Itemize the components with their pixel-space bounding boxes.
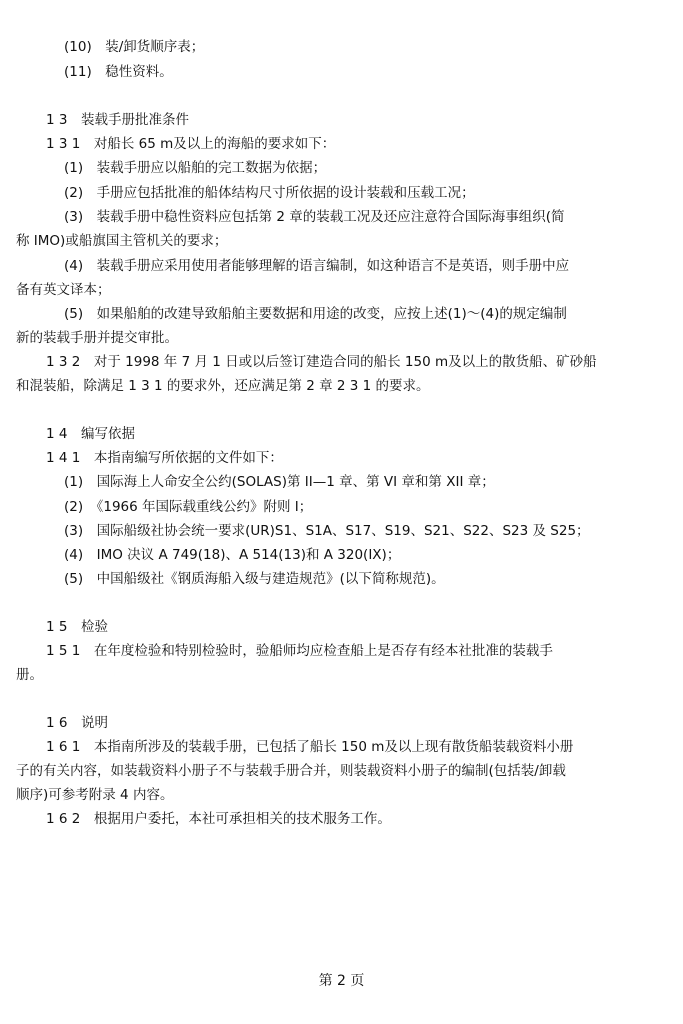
- clause-continuation: 顺序)可参考附录 4 内容。: [16, 787, 174, 803]
- clause-continuation: 子的有关内容，如装载资料小册子不与装载手册合并，则装载资料小册子的编制(包括装/卸载: [16, 763, 566, 779]
- list-item-11: (11) 稳性资料。: [64, 64, 173, 80]
- clause-1-4-1: 1 4 1 本指南编写所依据的文件如下：: [46, 450, 283, 466]
- list-item: (1) 装载手册应以船舶的完工数据为依据；: [64, 160, 327, 176]
- clause-continuation: 册。: [16, 667, 43, 683]
- list-item: (2) 手册应包括批准的船体结构尺寸所依据的设计装载和压载工况；: [64, 185, 475, 201]
- clause-1-6-1: 1 6 1 本指南所涉及的装载手册，已包括了船长 150 m及以上现有散货船装载资料小册: [46, 739, 574, 755]
- clause-1-6-2: 1 6 2 根据用户委托，本社可承担相关的技术服务工作。: [46, 811, 391, 827]
- list-item: (3) 国际船级社协会统一要求(UR)S1、S1A、S17、S19、S21、S22、S23 及 S25；: [64, 523, 590, 539]
- clause-1-3-2: 1 3 2 对于 1998 年 7 月 1 日或以后签订建造合同的船长 150 m及以上的散货船、矿砂船: [46, 354, 597, 370]
- section-heading-1-3: 1 3 装载手册批准条件: [46, 112, 189, 128]
- list-item: (3) 装载手册中稳性资料应包括第 2 章的装载工况及还应注意符合国际海事组织(简: [64, 209, 565, 225]
- list-item: (1) 国际海上人命安全公约(SOLAS)第 II—1 章、第 VI 章和第 XII 章；: [64, 474, 495, 490]
- list-item-10: (10) 装/卸货顺序表；: [64, 39, 205, 55]
- list-item-continuation: 备有英文译本；: [16, 282, 111, 298]
- section-heading-1-5: 1 5 检验: [46, 619, 108, 635]
- clause-continuation: 和混装船，除满足 1 3 1 的要求外，还应满足第 2 章 2 3 1 的要求。: [16, 378, 430, 394]
- page-number: 第 2 页: [318, 973, 365, 989]
- list-item-continuation: 称 IMO)或船旗国主管机关的要求；: [16, 233, 228, 249]
- list-item: (5) 如果船舶的改建导致船舶主要数据和用途的改变，应按上述(1)～(4)的规定编制: [64, 306, 567, 322]
- list-item: (5) 中国船级社《钢质海船入级与建造规范》(以下简称规范)。: [64, 571, 445, 587]
- section-heading-1-6: 1 6 说明: [46, 715, 108, 731]
- clause-1-5-1: 1 5 1 在年度检验和特别检验时，验船师均应检查船上是否存有经本社批准的装载手: [46, 643, 553, 659]
- list-item: (4) IMO 决议 A 749(18)、A 514(13)和 A 320(IX)；: [64, 547, 401, 563]
- section-heading-1-4: 1 4 编写依据: [46, 426, 135, 442]
- list-item-continuation: 新的装载手册并提交审批。: [16, 330, 178, 346]
- list-item: (2) 《1966 年国际载重线公约》附则 I；: [64, 499, 313, 515]
- clause-1-3-1: 1 3 1 对船长 65 m及以上的海船的要求如下：: [46, 136, 336, 152]
- list-item: (4) 装载手册应采用使用者能够理解的语言编制，如这种语言不是英语，则手册中应: [64, 258, 570, 274]
